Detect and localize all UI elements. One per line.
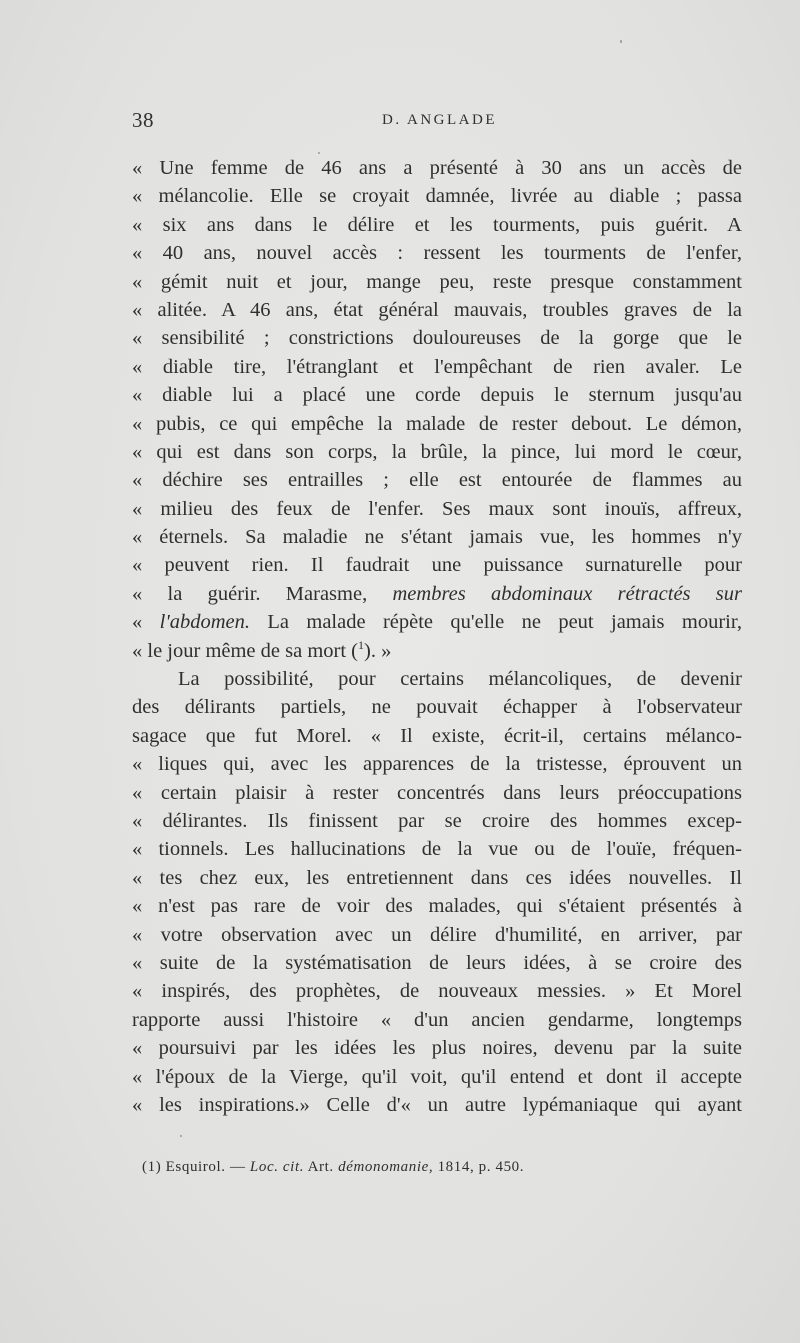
text-line: « peuvent rien. Il faudrait une puissance surnaturelle pour [132,554,742,577]
italic-phrase: membres abdominaux rétractés sur [392,582,742,605]
text-line: « diable tire, l'étranglant et l'empêchant de rien avaler. Le [132,355,742,378]
text-line: « tes chez eux, les entretiennent dans ces idées nouvelles. Il [132,866,742,889]
text-line: « liques qui, avec les apparences de la tristesse, éprouvent un [132,753,742,776]
paper-speck [318,152,320,154]
text-line: sagace que fut Morel. « Il existe, écrit-il, certains mélanco- [132,724,742,747]
text-segment: ). » [364,639,392,662]
italic-phrase: l'abdomen. [159,611,250,634]
text-segment: « la guérir. Marasme, [132,582,368,605]
text-line: « les inspirations.» Celle d'« un autre lypémaniaque qui ayant [132,1093,742,1116]
text-line: « milieu des feux de l'enfer. Ses maux sont inouïs, affreux, [132,497,742,520]
footnote-loc-cit: Loc. cit. [249,1159,305,1175]
text-line: La possibilité, pour certains mélancoliques, de devenir [178,668,742,691]
text-segment: La malade répète qu'elle ne peut jamais mourir, [250,611,742,634]
running-title: D. ANGLADE [382,112,497,128]
footnote-art: Art. [304,1159,339,1175]
text-line [132,608,742,636]
text-line: « mélancolie. Elle se croyait damnée, livrée au diable ; passa [132,185,742,208]
text-line: « six ans dans le délire et les tourments, puis guérit. A [132,213,742,236]
text-line: « sensibilité ; constrictions douloureuses de la gorge que le [132,327,742,350]
text-line: « votre observation avec un délire d'humilité, en arriver, par [132,923,742,946]
footnote-details: 1814, p. 450. [433,1159,525,1175]
text-line [132,637,742,665]
text-line: rapporte aussi l'histoire « d'un ancien gendarme, longtemps [132,1008,742,1031]
text-line: « inspirés, des prophètes, de nouveaux messies. » Et Morel [132,980,742,1003]
text-line [132,580,742,608]
text-segment: « le jour même de sa mort ( [132,639,359,662]
text-segment: « [132,611,160,634]
text-line: « pubis, ce qui empêche la malade de rester debout. Le démon, [132,412,742,435]
text-line: « certain plaisir à rester concentrés dans leurs préoccupations [132,781,742,804]
footnote [142,1159,524,1176]
text-line: « déchire ses entrailles ; elle est entourée de flammes au [132,469,742,492]
text-line: « poursuivi par les idées les plus noires, devenu par la suite [132,1037,742,1060]
paper-speck [180,1135,182,1137]
page-number: 38 [132,108,154,132]
body-text [132,154,742,1119]
text-line: « qui est dans son corps, la brûle, la pince, lui mord le cœur, [132,440,742,463]
text-line: « n'est pas rare de voir des malades, qui s'étaient présentés à [132,895,742,918]
text-line: « l'époux de la Vierge, qu'il voit, qu'il entend et dont il accepte [132,1065,742,1088]
text-line: des délirants partiels, ne pouvait échapper à l'observateur [132,696,742,719]
text-line: « suite de la systématisation de leurs idées, à se croire des [132,951,742,974]
running-head [132,108,742,138]
footnote-title: démonomanie, [338,1159,434,1175]
paper-speck [620,40,622,43]
footnote-ref: 1 [358,637,365,652]
text-line: « Une femme de 46 ans a présenté à 30 ans un accès de [132,157,742,179]
text-line: « 40 ans, nouvel accès : ressent les tourments de l'enfer, [132,242,742,265]
text-line: « tionnels. Les hallucinations de la vue ou de l'ouïe, fréquen- [132,838,742,861]
text-line: « éternels. Sa maladie ne s'étant jamais vue, les hommes n'y [132,526,742,549]
text-line: « diable lui a placé une corde depuis le sternum jusqu'au [132,384,742,407]
footnote-number: (1) Esquirol. — [142,1159,250,1175]
text-line: « délirantes. Ils finissent par se croire des hommes excep- [132,809,742,832]
text-line: « gémit nuit et jour, mange peu, reste presque constamment [132,270,742,293]
text-line: « alitée. A 46 ans, état général mauvais, troubles graves de la [132,298,742,321]
